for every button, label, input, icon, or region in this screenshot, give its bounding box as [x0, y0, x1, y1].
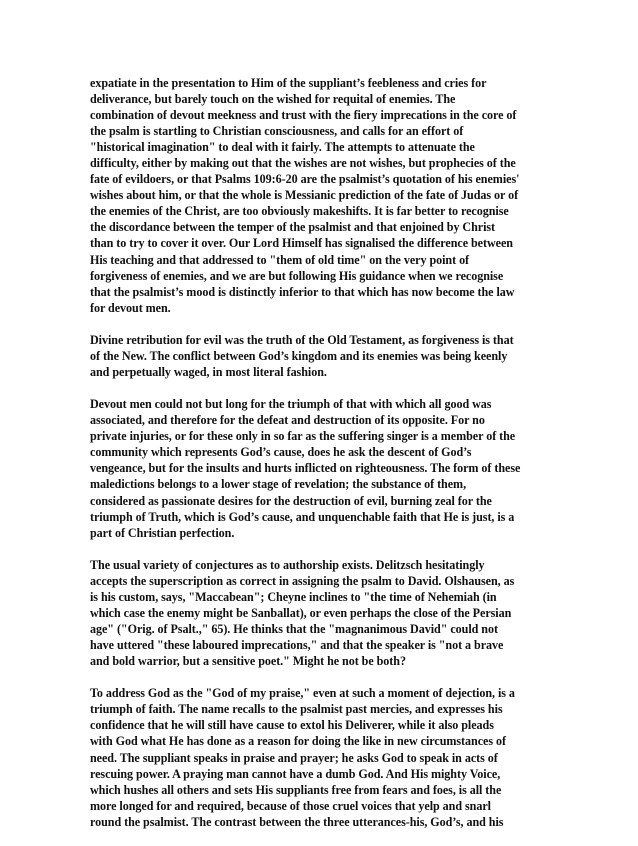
text-line: difficulty, either by making out that the wishes are not wishes, but prophecies of the	[90, 156, 516, 171]
text-line: triumph of Truth, which is God’s cause, and unquenchable faith that He is just, is a	[90, 509, 515, 524]
text-line: need. The suppliant speaks in praise and prayer; he asks God to speak in acts of	[90, 750, 498, 765]
text-line: His teaching and that addressed to "them of old time" on the very point of	[90, 252, 470, 267]
text-line: and bold warrior, but a sensitive poet." Might he not be both?	[90, 654, 406, 669]
text-line: the enemies of the Christ, are too obviously makeshifts. It is far better to recognise	[90, 204, 509, 219]
text-line: of the New. The conflict between God’s kingdom and its enemies was being keenly	[90, 348, 508, 363]
paragraph-1	[90, 75, 550, 316]
text-line: Devout men could not but long for the triumph of that with which all good was	[90, 397, 492, 412]
text-line: To address God as the "God of my praise," even at such a moment of dejection, is a	[90, 686, 515, 701]
text-line: forgiveness of enemies, and we are but following His guidance when we recognise	[90, 268, 504, 283]
text-line: considered as passionate desires for the destruction of evil, burning zeal for the	[90, 493, 492, 508]
text-line: confidence that he will still have cause to extol his Deliverer, while it also pleads	[90, 718, 494, 733]
text-line: expatiate in the presentation to Him of the suppliant’s feebleness and cries for	[90, 76, 487, 90]
text-line: and perpetually waged, in most literal fashion.	[90, 364, 327, 379]
text-line: have uttered "these laboured imprecations," and that the speaker is "not a brave	[90, 638, 504, 653]
text-line: The usual variety of conjectures as to authorship exists. Delitzsch hesitatingly	[90, 557, 485, 572]
text-line: with God what He has done as a reason for doing the like in new circumstances of	[90, 734, 506, 749]
paragraph-4	[90, 557, 550, 669]
text-line: round the psalmist. The contrast between the three utterances-his, God’s, and his	[90, 814, 504, 829]
text-line: that the psalmist’s mood is distinctly inferior to that which has now become the law	[90, 284, 515, 299]
text-line: "historical imagination" to deal with it fairly. The attempts to attenuate the	[90, 140, 475, 155]
text-line: associated, and therefore for the defeat and destruction of its opposite. For no	[90, 413, 485, 428]
text-line: Divine retribution for evil was the truth of the Old Testament, as forgiveness is that	[90, 332, 514, 347]
text-line: accepts the superscription as correct in assigning the psalm to David. Olshausen, as	[90, 573, 515, 588]
body-text	[90, 75, 550, 846]
text-line: vengeance, but for the insults and hurts inflicted on righteousness. The form of these	[90, 461, 521, 476]
text-line: age" ("Orig. of Psalt.," 65). He thinks that the "magnanimous David" could not	[90, 622, 498, 637]
text-line: which hushes all others and sets His suppliants free from fears and foes, is all the	[90, 782, 502, 797]
paragraph-2	[90, 332, 550, 380]
text-line: for devout men.	[90, 300, 171, 315]
text-line: maledictions belongs to a lower stage of revelation; the substance of them,	[90, 477, 467, 492]
text-line: community which represents God’s cause, does he ask the descent of God’s	[90, 445, 472, 460]
text-line: deliverance, but barely touch on the wished for requital of enemies. The	[90, 92, 456, 107]
text-line: part of Christian perfection.	[90, 525, 235, 540]
paragraph-3	[90, 396, 550, 540]
text-line: than to try to cover it over. Our Lord Himself has signalised the difference between	[90, 236, 513, 251]
text-line: fate of evildoers, or that Psalms 109:6-20 are the psalmist’s quotation of his enemies'	[90, 172, 520, 187]
text-line: rescuing power. A praying man cannot have a dumb God. And His mighty Voice,	[90, 766, 501, 781]
paragraph-5	[90, 685, 550, 829]
text-line: the discordance between the temper of the psalmist and that enjoined by Christ	[90, 220, 496, 235]
text-line: wishes about him, or that the whole is Messianic prediction of the fate of Judas or of	[90, 188, 519, 203]
text-line: private injuries, or for these only in so far as the suffering singer is a member of the	[90, 429, 516, 444]
text-line: the psalm is startling to Christian consciousness, and calls for an effort of	[90, 124, 464, 139]
text-line: combination of devout meekness and trust with the fiery imprecations in the core of	[90, 108, 517, 123]
text-line: more longed for and required, because of those cruel voices that yelp and snarl	[90, 798, 491, 813]
text-line: which case the enemy might be Sanballat), or even perhaps the close of the Persian	[90, 605, 512, 620]
text-line: triumph of faith. The name recalls to the psalmist past mercies, and expresses his	[90, 702, 503, 717]
text-line: is his custom, says, "Maccabean"; Cheyne inclines to "the time of Nehemiah (in	[90, 589, 497, 604]
